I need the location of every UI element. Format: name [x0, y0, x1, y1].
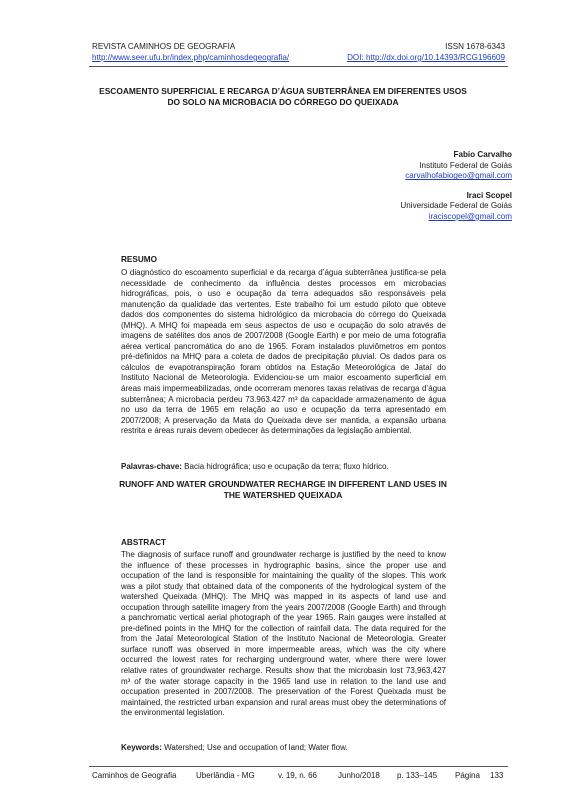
author-email-link[interactable]: carvalhofabiogeo@gmail.com — [405, 171, 512, 181]
footer-page-label: Página — [455, 771, 480, 780]
keywords-label: Keywords: — [121, 743, 162, 752]
footer-journal: Caminhos de Geografia — [92, 771, 177, 780]
author-list — [400, 150, 512, 232]
palavras-chave-text: Bacia hidrográfica; uso e ocupação da terra; fluxo hídrico. — [181, 462, 389, 471]
resumo-heading: RESUMO — [121, 255, 157, 264]
header-left — [92, 41, 289, 63]
issn-text: ISSN 1678-6343 — [445, 42, 505, 51]
author-name: Fabio Carvalho — [453, 150, 512, 159]
footer-date: Junho/2018 — [338, 771, 380, 780]
abstract-text: The diagnosis of surface runoff and groundwater recharge is justified by the need to know the influence of these processes in hydrographic basins, since the proper use and occupation of the land is responsible for maintaining the quality of the slopes. This work was a pilot study that obtained data of the components of the hydrological system of the watershed Queixada (MHQ). The MHQ was mapped in its aspects of land use and occupation through satellite imagery from the years 2007/2008 (Google Earth) and through a panchromatic vertical aerial photograph of the year 1965. Rain gauges were installed at pre-defined points in the MHQ for the collection of rainfall data. The data required for the from the Jataí Meteorological Station of the Instituto Nacional de Meteorologia. Greater surface runoff was observed in more impermeable areas, which was the city where occurred the lowest rates for recharging underground water, where there were lower relative rates of groundwater recharge. Results show that the microbasin lost 73,963,427 m³ of the water storage capacity in the 1965 land use in relation to the land use and occupation presented in 2007/2008. The preservation of the Forest Queixada must be maintained, the restricted urban expansion and rural areas must obey the determinations of the environmental legislation. — [121, 550, 446, 718]
author-affiliation: Universidade Federal de Goiás — [400, 201, 512, 211]
title-pt-line-2: DO SOLO NA MICROBACIA DO CÓRREGO DO QUEIXADA — [167, 97, 399, 107]
header-divider — [89, 66, 508, 67]
footer-page-number: 133 — [490, 771, 504, 780]
title-en-line-2: THE WATERSHED QUEIXADA — [223, 490, 343, 500]
keywords-text: Watershed; Use and occupation of land; Water flow. — [161, 743, 348, 752]
journal-url-link[interactable]: http://www.seer.ufu.br/index.php/caminhosdegeografia/ — [92, 53, 290, 62]
article-title-pt — [96, 86, 470, 108]
resumo-text: O diagnóstico do escoamento superficial e da recarga d’água subterrânea justifica-se pela necessidade de conhecimento da influência destes processos em microbacias hidrográficas, pois, o uso e ocupação da terra adequados são responsáveis pela manutenção da qualidade das vertentes. Este trabalho foi um estudo piloto que obteve dados dos componentes do sistema hidrológico da microbacia do córrego do Queixada (MHQ). A MHQ foi mapeada em seus aspectos de uso e ocupação do solo através de imagens de satélites dos anos de 2007/2008 (Google Earth) e por meio de uma fotografia aérea vertical pancromática do ano de 1965. Foram instalados pluviômetros em pontos pré-definidos na MHQ para a coleta de dados de precipitação pluvial. Os dados para os cálculos de evapotranspiração foram obtidos na Estação Meteorológica de Jataí do Instituto Nacional de Meteorologia. Evidenciou-se um maior escoamento superficial em áreas mais impermeabilizadas, onde ocorreram menores taxas relativas de recarga d’água subterrânea; A microbacia perdeu 73.963.427 m³ da capacidade armazenamento de água no uso da terra de 1965 em relação ao uso e ocupação da terra apresentado em 2007/2008; A preservação da Mata do Queixada deve ser mantida, a expansão urbana restrita e áreas rurais devem obedecer às determinações da legislação ambiental. — [121, 268, 446, 436]
footer-pages: p. 133–145 — [397, 771, 438, 780]
article-title-en — [96, 479, 470, 501]
title-en-line-1: RUNOFF AND WATER GROUNDWATER RECHARGE IN DIFFERENT LAND USES IN — [119, 479, 447, 489]
doi-link[interactable]: DOI: http://dx.doi.org/10.14393/RCG196609 — [347, 53, 505, 62]
author-name: Iraci Scopel — [466, 190, 512, 200]
author-email-link[interactable]: iraciscopel@gmail.com — [428, 211, 512, 221]
journal-name: REVISTA CAMINHOS DE GEOGRAFIA — [92, 42, 236, 51]
footer-volume: v. 19, n. 66 — [278, 771, 317, 780]
palavras-chave — [121, 462, 451, 473]
header-right — [347, 41, 505, 63]
author-affiliation: Instituto Federal de Goiás — [419, 160, 512, 170]
footer-divider — [89, 766, 508, 767]
keywords — [121, 743, 451, 754]
footer-city: Uberlândia - MG — [196, 771, 255, 780]
author-block — [400, 150, 512, 182]
author-block — [400, 191, 512, 223]
title-pt-line-1: ESCOAMENTO SUPERFICIAL E RECARGA D’ÁGUA SUBTERRÂNEA EM DIFERENTES USOS — [99, 86, 467, 96]
palavras-chave-label: Palavras-chave: — [121, 462, 182, 471]
abstract-heading: ABSTRACT — [121, 538, 167, 547]
